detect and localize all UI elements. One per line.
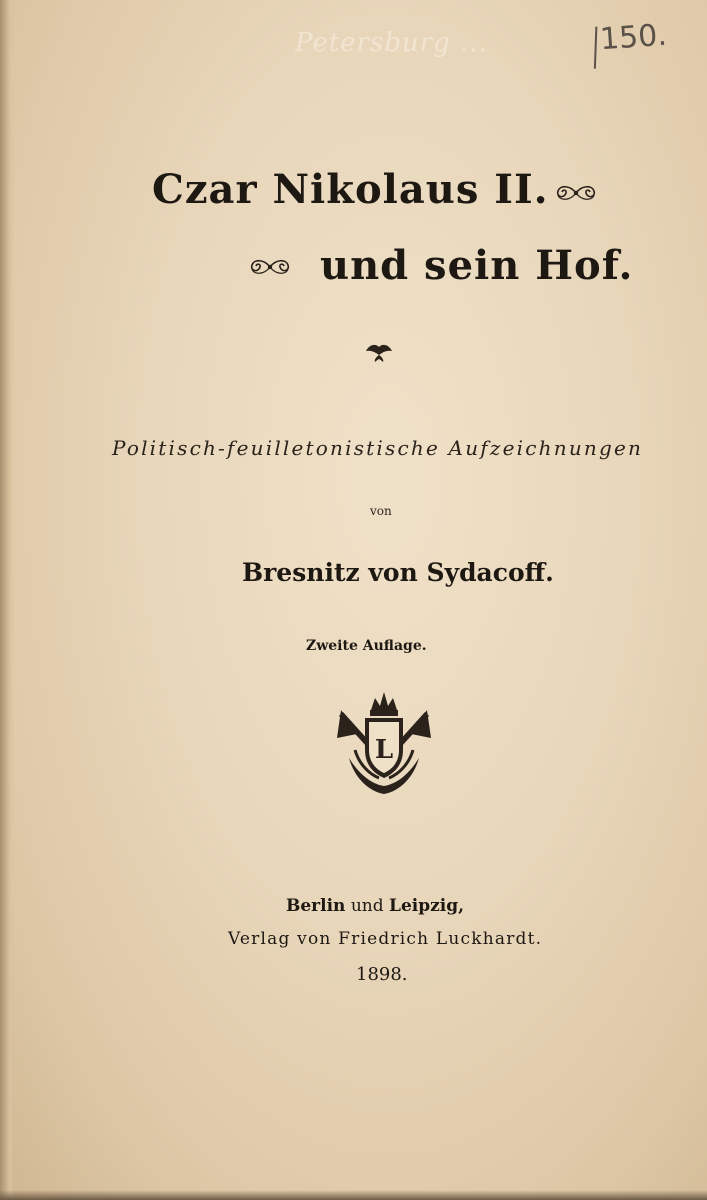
author-name: Bresnitz von Sydacoff. — [242, 558, 554, 587]
edition-label: Zweite Auflage. — [306, 638, 427, 654]
publication-year: 1898. — [356, 964, 408, 985]
title-line-2: und sein Hof. — [320, 242, 634, 289]
scroll-ornament-icon — [246, 254, 294, 280]
place-city-1: Berlin — [286, 896, 346, 916]
faded-inscription: Petersburg ... — [295, 28, 488, 58]
scroll-ornament-icon — [553, 180, 599, 206]
by-line: von — [370, 504, 392, 518]
place-city-2: Leipzig, — [389, 896, 465, 916]
title-line-1: Czar Nikolaus II. — [152, 166, 549, 213]
publisher-name: Verlag von Friedrich Luckhardt. — [228, 929, 543, 949]
publisher-place — [286, 896, 464, 916]
svg-text:L: L — [374, 735, 394, 765]
publisher-crest-icon — [335, 688, 433, 800]
fleuron-icon — [364, 343, 394, 363]
catalog-number: 150. — [598, 17, 668, 58]
place-conjunction: und — [350, 896, 384, 916]
subtitle: Politisch-feuilletonistische Aufzeichnungen — [112, 436, 644, 460]
